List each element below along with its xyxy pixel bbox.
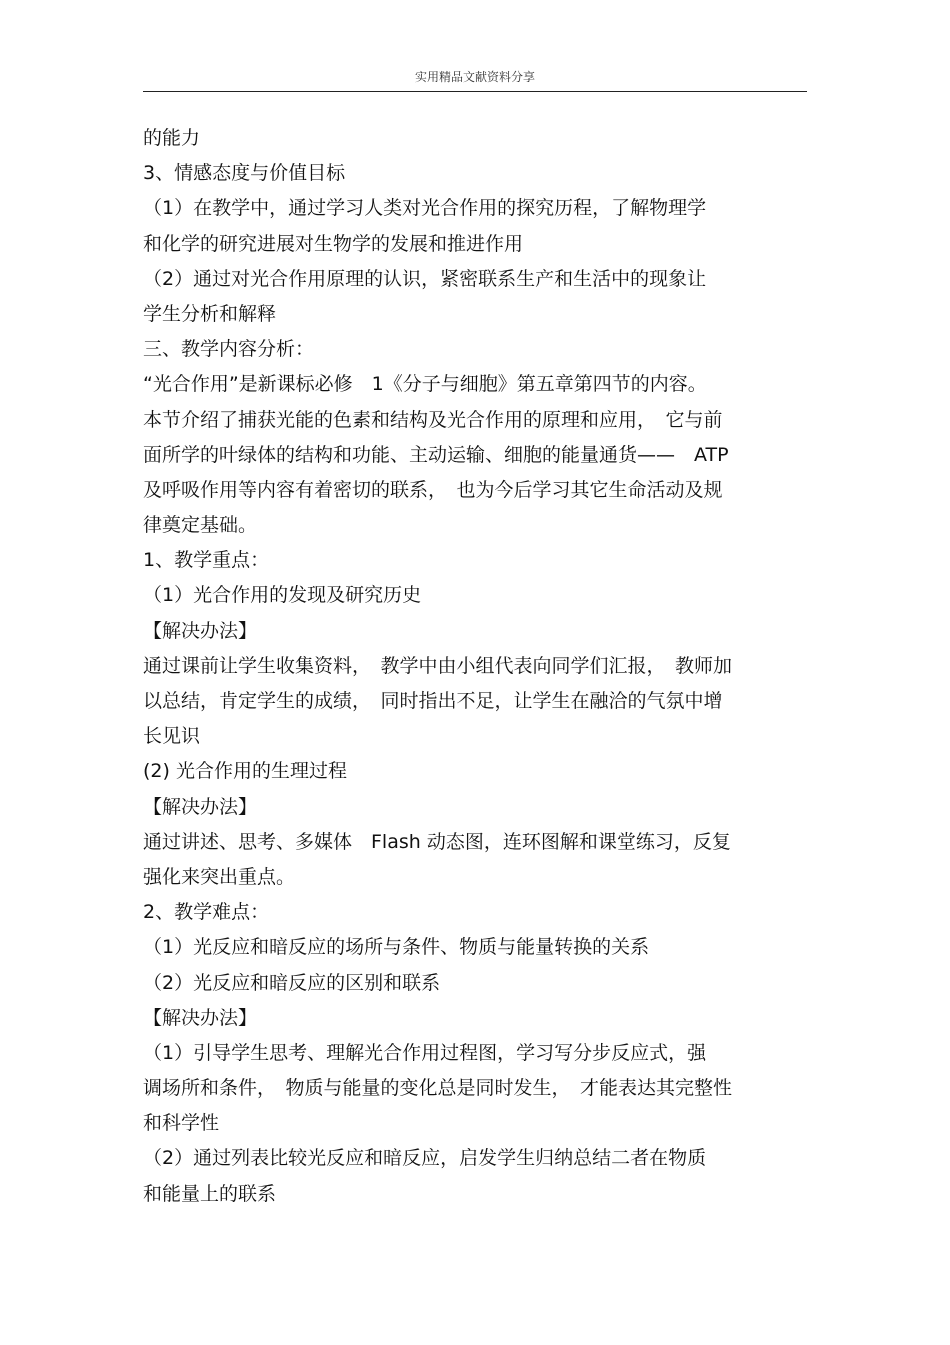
text-line: 的能力 (143, 127, 201, 149)
text-line: 和能量上的联系 (143, 1182, 277, 1205)
text-line: 通过讲述、思考、多媒体 Flash 动态图，连环图解和课堂练习，反复 (143, 830, 731, 853)
text-line: 调场所和条件， 物质与能量的变化总是同时发生， 才能表达其完整性 (143, 1077, 733, 1100)
text-line: （2）光反应和暗反应的区别和联系 (143, 971, 441, 994)
solution-heading: 【解决办法】 (143, 1006, 258, 1029)
text-line: （1）光合作用的发现及研究历史 (143, 584, 422, 607)
section-heading: 三、教学内容分析： (143, 338, 315, 361)
section-heading: 1、教学重点： (143, 549, 270, 572)
solution-heading: 【解决办法】 (143, 795, 258, 818)
text-line: 和化学的研究进展对生物学的发展和推进作用 (143, 232, 524, 255)
section-heading: 2、教学难点： (143, 901, 270, 924)
text-line: 学生分析和解释 (143, 302, 277, 325)
text-line: （1）光反应和暗反应的场所与条件、物质与能量转换的关系 (143, 936, 650, 959)
text-line: 和科学性 (143, 1112, 220, 1135)
text-line: （2）通过对光合作用原理的认识，紧密联系生产和生活中的现象让 (143, 267, 707, 290)
text-line: 面所学的叶绿体的结构和功能、主动运输、细胞的能量通货—— ATP (143, 443, 729, 466)
text-line: 及呼吸作用等内容有着密切的联系， 也为今后学习其它生命活动及规 (143, 478, 723, 501)
text-line: 通过课前让学生收集资料， 教学中由小组代表向同学们汇报， 教师加 (143, 654, 733, 677)
text-line: 律奠定基础。 (143, 514, 258, 537)
text-line: (2) 光合作用的生理过程 (143, 760, 347, 783)
text-line: （1）在教学中，通过学习人类对光合作用的探究历程，了解物理学 (143, 197, 707, 220)
document-body (143, 121, 823, 1212)
text-line: 以总结，肯定学生的成绩， 同时指出不足，让学生在融洽的气氛中增 (143, 690, 723, 712)
text-line: （2）通过列表比较光反应和暗反应，启发学生归纳总结二者在物质 (143, 1147, 707, 1170)
text-line: 长见识 (143, 725, 201, 748)
text-line: “光合作用”是新课标必修 1《分子与细胞》第五章第四节的内容。 (143, 373, 707, 396)
section-heading: 3、情感态度与价值目标 (143, 162, 346, 185)
page-header: 实用精品文献资料分享 (414, 70, 535, 84)
solution-heading: 【解决办法】 (143, 619, 258, 642)
text-line: 强化来突出重点。 (143, 865, 296, 888)
header-rule (143, 91, 807, 92)
text-line: （1）引导学生思考、理解光合作用过程图，学习写分步反应式，强 (143, 1041, 707, 1064)
text-line: 本节介绍了捕获光能的色素和结构及光合作用的原理和应用， 它与前 (143, 408, 723, 431)
